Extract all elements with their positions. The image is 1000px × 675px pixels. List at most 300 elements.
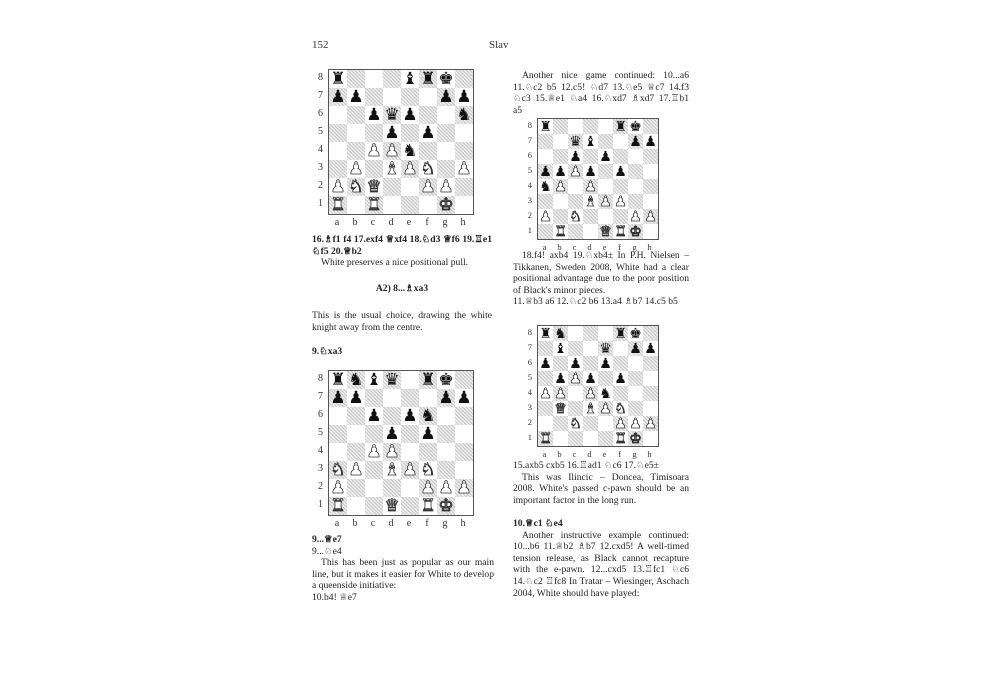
board-square-e8 xyxy=(401,70,419,88)
board-square-f5 xyxy=(613,371,628,386)
black-queen-icon: ♛ xyxy=(384,369,400,390)
rank-label: 3 xyxy=(527,194,532,205)
board-square-d1 xyxy=(583,224,598,239)
black-queen-icon: ♛ xyxy=(599,340,612,357)
board-square-e3 xyxy=(401,461,419,479)
board-square-a6 xyxy=(329,407,347,425)
board-square-g8 xyxy=(437,371,455,389)
board-square-d3 xyxy=(583,194,598,209)
board-square-f2 xyxy=(613,416,628,431)
board-square-c4 xyxy=(365,443,383,461)
board-square-f3 xyxy=(419,160,437,178)
right-column-block-1 xyxy=(513,250,689,308)
board-square-a1 xyxy=(329,497,347,515)
board-square-e5 xyxy=(598,164,613,179)
board-square-f3 xyxy=(613,194,628,209)
rank-label: 2 xyxy=(527,416,532,427)
black-knight-icon: ♞ xyxy=(599,385,612,402)
board-square-e3 xyxy=(598,401,613,416)
board-square-h7 xyxy=(643,134,658,149)
board-square-g1 xyxy=(628,224,643,239)
board-square-e4 xyxy=(401,142,419,160)
board-square-b2 xyxy=(553,209,568,224)
board-square-h2 xyxy=(643,209,658,224)
rank-label: 8 xyxy=(318,373,323,384)
white-pawn-icon: ♟ xyxy=(629,415,642,432)
file-label: d xyxy=(587,449,592,459)
board-square-d6 xyxy=(583,149,598,164)
board-square-c6 xyxy=(365,407,383,425)
black-rook-icon: ♜ xyxy=(330,68,346,89)
file-label: d xyxy=(587,242,592,252)
white-pawn-icon: ♟ xyxy=(384,140,400,161)
board-square-g1 xyxy=(628,431,643,446)
board-square-h4 xyxy=(643,179,658,194)
board-square-e2 xyxy=(598,416,613,431)
white-pawn-icon: ♟ xyxy=(599,400,612,417)
commentary: This has been just as popular as our main line, but it makes it easier for White to develop a queenside initiative: xyxy=(312,557,494,592)
board-square-a1 xyxy=(538,431,553,446)
board-square-b6 xyxy=(553,149,568,164)
rank-label: 8 xyxy=(527,119,532,130)
rank-label: 4 xyxy=(527,386,532,397)
board-square-d6 xyxy=(383,106,401,124)
rank-label: 3 xyxy=(527,401,532,412)
board-square-f8 xyxy=(419,371,437,389)
black-pawn-icon: ♟ xyxy=(599,355,612,372)
board-square-e5 xyxy=(401,425,419,443)
white-knight-icon: ♞ xyxy=(420,158,436,179)
black-pawn-icon: ♟ xyxy=(644,133,657,150)
rank-label: 7 xyxy=(318,391,323,402)
board-square-a6 xyxy=(538,149,553,164)
board-square-c5 xyxy=(365,124,383,142)
white-pawn-icon: ♟ xyxy=(366,140,382,161)
board-square-g3 xyxy=(628,401,643,416)
board-square-f4 xyxy=(419,443,437,461)
board-square-f1 xyxy=(613,431,628,446)
board-square-d8 xyxy=(383,70,401,88)
board-square-h8 xyxy=(455,70,473,88)
board-square-a4 xyxy=(538,386,553,401)
rank-label: 5 xyxy=(527,164,532,175)
file-label: e xyxy=(602,449,607,459)
board-square-g2 xyxy=(437,479,455,497)
board-square-a7 xyxy=(329,389,347,407)
board-square-g7 xyxy=(628,134,643,149)
board-square-g7 xyxy=(437,389,455,407)
white-pawn-icon: ♟ xyxy=(420,176,436,197)
page-number: 152 xyxy=(312,39,329,51)
board-square-g5 xyxy=(628,371,643,386)
board-square-f8 xyxy=(419,70,437,88)
board-square-f4 xyxy=(613,386,628,401)
board-square-d4 xyxy=(383,142,401,160)
board-square-g5 xyxy=(437,425,455,443)
black-queen-icon: ♛ xyxy=(384,104,400,125)
black-knight-icon: ♞ xyxy=(554,325,567,342)
board-square-b8 xyxy=(553,119,568,134)
board-square-g4 xyxy=(628,386,643,401)
main-move-block xyxy=(312,346,492,358)
variation-move: 9...♘e4 xyxy=(312,545,342,557)
board-square-d4 xyxy=(583,179,598,194)
board-square-e7 xyxy=(401,389,419,407)
board-square-c8 xyxy=(365,70,383,88)
board-square-e1 xyxy=(401,497,419,515)
left-column-block-2 xyxy=(312,534,494,604)
board-square-g2 xyxy=(437,178,455,196)
white-pawn-icon: ♟ xyxy=(348,158,364,179)
board-square-b1 xyxy=(553,431,568,446)
board-square-g3 xyxy=(437,461,455,479)
rank-label: 7 xyxy=(318,90,323,101)
board-square-c3 xyxy=(365,461,383,479)
board-square-c5 xyxy=(365,425,383,443)
board-square-h5 xyxy=(455,124,473,142)
white-bishop-icon: ♝ xyxy=(384,158,400,179)
commentary: Another nice game continued: 10...a6 11.♘c2 b5 12.c5! ♘d7 13.♘e5 ♕c7 14.f3 ♘c3 15.♕e1 ♘a4 16.♘xd7 ♗xd7 17.♖b1 a5 xyxy=(513,70,689,116)
board-square-a2 xyxy=(329,479,347,497)
board-square-g8 xyxy=(437,70,455,88)
board-square-a6 xyxy=(329,106,347,124)
board-square-d2 xyxy=(383,178,401,196)
black-pawn-icon: ♟ xyxy=(330,387,346,408)
board-square-g8 xyxy=(628,119,643,134)
board-square-f7 xyxy=(419,88,437,106)
black-bishop-icon: ♝ xyxy=(402,68,418,89)
board-square-h8 xyxy=(643,326,658,341)
file-label: f xyxy=(618,242,621,252)
rank-label: 3 xyxy=(318,162,323,173)
chess-board xyxy=(328,370,474,516)
board-square-h6 xyxy=(455,407,473,425)
main-move: 9.♘xa3 xyxy=(312,346,343,357)
board-square-f3 xyxy=(613,401,628,416)
rank-label: 2 xyxy=(527,209,532,220)
white-knight-icon: ♞ xyxy=(420,459,436,480)
board-square-c6 xyxy=(568,149,583,164)
board-square-b7 xyxy=(553,134,568,149)
board-square-d2 xyxy=(383,479,401,497)
board-square-c8 xyxy=(568,119,583,134)
rank-label: 1 xyxy=(318,198,323,209)
board-square-c7 xyxy=(365,88,383,106)
black-pawn-icon: ♟ xyxy=(584,370,597,387)
board-square-g5 xyxy=(437,124,455,142)
black-pawn-icon: ♟ xyxy=(348,86,364,107)
white-bishop-icon: ♝ xyxy=(384,459,400,480)
black-knight-icon: ♞ xyxy=(456,104,472,125)
board-square-d7 xyxy=(383,88,401,106)
section-heading-block xyxy=(312,283,492,295)
commentary: White preserves a nice positional pull. xyxy=(321,257,469,269)
white-bishop-icon: ♝ xyxy=(584,400,597,417)
board-square-e7 xyxy=(401,88,419,106)
file-label: d xyxy=(388,518,394,529)
board-square-d7 xyxy=(583,134,598,149)
white-pawn-icon: ♟ xyxy=(614,415,627,432)
board-square-f5 xyxy=(419,124,437,142)
board-square-f6 xyxy=(419,106,437,124)
board-square-e3 xyxy=(401,160,419,178)
board-square-c3 xyxy=(568,401,583,416)
board-square-d1 xyxy=(383,497,401,515)
black-pawn-icon: ♟ xyxy=(402,104,418,125)
board-square-h1 xyxy=(643,431,658,446)
black-pawn-icon: ♟ xyxy=(402,405,418,426)
file-label: a xyxy=(334,217,340,228)
black-pawn-icon: ♟ xyxy=(384,423,400,444)
white-pawn-icon: ♟ xyxy=(584,385,597,402)
board-square-a5 xyxy=(538,164,553,179)
board-square-g2 xyxy=(628,209,643,224)
board-square-d3 xyxy=(583,401,598,416)
board-square-a1 xyxy=(329,196,347,214)
board-square-d3 xyxy=(383,160,401,178)
board-square-d8 xyxy=(583,326,598,341)
black-pawn-icon: ♟ xyxy=(584,163,597,180)
board-square-d5 xyxy=(583,164,598,179)
black-pawn-icon: ♟ xyxy=(569,148,582,165)
main-move: 10.♕c1 ♘e4 xyxy=(513,518,563,529)
board-square-a7 xyxy=(538,341,553,356)
board-square-a8 xyxy=(538,326,553,341)
board-square-c6 xyxy=(568,356,583,371)
board-square-a1 xyxy=(538,224,553,239)
board-square-g6 xyxy=(437,407,455,425)
board-square-e7 xyxy=(598,341,613,356)
white-pawn-icon: ♟ xyxy=(384,441,400,462)
board-square-d6 xyxy=(383,407,401,425)
black-knight-icon: ♞ xyxy=(420,405,436,426)
white-knight-icon: ♞ xyxy=(348,176,364,197)
board-square-e6 xyxy=(401,106,419,124)
board-square-h6 xyxy=(643,356,658,371)
black-rook-icon: ♜ xyxy=(330,369,346,390)
board-square-e8 xyxy=(598,119,613,134)
black-pawn-icon: ♟ xyxy=(420,122,436,143)
file-label: g xyxy=(632,242,637,252)
white-pawn-icon: ♟ xyxy=(629,208,642,225)
board-square-a3 xyxy=(329,461,347,479)
game-moves: 15.axb5 cxb5 16.♖ad1 ♘c6 17.♘e5± xyxy=(513,460,659,471)
board-square-c1 xyxy=(365,196,383,214)
black-pawn-icon: ♟ xyxy=(554,163,567,180)
white-pawn-icon: ♟ xyxy=(402,459,418,480)
board-square-f8 xyxy=(613,119,628,134)
board-square-f2 xyxy=(613,209,628,224)
rank-label: 2 xyxy=(318,180,323,191)
white-king-icon: ♚ xyxy=(438,194,454,215)
board-square-e8 xyxy=(598,326,613,341)
board-square-a3 xyxy=(329,160,347,178)
board-square-c8 xyxy=(568,326,583,341)
board-square-e1 xyxy=(401,196,419,214)
white-pawn-icon: ♟ xyxy=(330,477,346,498)
board-square-e7 xyxy=(598,134,613,149)
file-label: g xyxy=(442,217,448,228)
white-pawn-icon: ♟ xyxy=(644,415,657,432)
board-square-c1 xyxy=(568,431,583,446)
rank-label: 4 xyxy=(318,144,323,155)
black-pawn-icon: ♟ xyxy=(456,86,472,107)
black-pawn-icon: ♟ xyxy=(366,405,382,426)
white-rook-icon: ♜ xyxy=(330,194,346,215)
black-pawn-icon: ♟ xyxy=(366,104,382,125)
board-square-e4 xyxy=(598,179,613,194)
board-square-a4 xyxy=(538,179,553,194)
board-square-h5 xyxy=(455,425,473,443)
board-square-g6 xyxy=(628,356,643,371)
right-column-block-3 xyxy=(513,518,689,599)
file-label: f xyxy=(618,449,621,459)
board-square-e6 xyxy=(401,407,419,425)
white-queen-icon: ♛ xyxy=(599,223,612,240)
board-square-f8 xyxy=(613,326,628,341)
board-square-a4 xyxy=(329,142,347,160)
file-label: d xyxy=(388,217,394,228)
white-rook-icon: ♜ xyxy=(420,495,436,516)
white-king-icon: ♚ xyxy=(629,223,642,240)
board-square-h4 xyxy=(643,386,658,401)
rank-label: 4 xyxy=(527,179,532,190)
board-square-h6 xyxy=(643,149,658,164)
rank-label: 3 xyxy=(318,463,323,474)
board-square-f4 xyxy=(613,179,628,194)
board-square-h5 xyxy=(643,164,658,179)
file-label: h xyxy=(647,449,652,459)
board-square-c4 xyxy=(568,386,583,401)
white-pawn-icon: ♟ xyxy=(456,477,472,498)
section-text: This is the usual choice, drawing the white knight away from the centre. xyxy=(312,310,492,333)
board-square-b4 xyxy=(347,443,365,461)
board-square-h7 xyxy=(455,88,473,106)
board-square-g1 xyxy=(437,196,455,214)
file-label: g xyxy=(442,518,448,529)
black-pawn-icon: ♟ xyxy=(569,355,582,372)
file-label: h xyxy=(460,518,466,529)
white-pawn-icon: ♟ xyxy=(366,441,382,462)
file-label: h xyxy=(647,242,652,252)
white-pawn-icon: ♟ xyxy=(554,385,567,402)
board-square-e1 xyxy=(598,431,613,446)
right-column-block-2 xyxy=(513,460,689,506)
black-knight-icon: ♞ xyxy=(402,140,418,161)
file-label: c xyxy=(572,242,577,252)
board-square-a7 xyxy=(538,134,553,149)
white-pawn-icon: ♟ xyxy=(438,176,454,197)
board-square-e5 xyxy=(401,124,419,142)
white-knight-icon: ♞ xyxy=(614,400,627,417)
board-square-g3 xyxy=(437,160,455,178)
board-square-e2 xyxy=(401,479,419,497)
board-square-h3 xyxy=(643,194,658,209)
board-square-e8 xyxy=(401,371,419,389)
board-square-d8 xyxy=(383,371,401,389)
board-square-f5 xyxy=(419,425,437,443)
board-square-b4 xyxy=(553,179,568,194)
file-label: b xyxy=(557,449,562,459)
board-square-h2 xyxy=(643,416,658,431)
board-square-f1 xyxy=(613,224,628,239)
board-square-f4 xyxy=(419,142,437,160)
board-square-a5 xyxy=(329,425,347,443)
board-square-b1 xyxy=(347,196,365,214)
board-square-a2 xyxy=(329,178,347,196)
running-title: Slav xyxy=(489,39,509,51)
rank-label: 6 xyxy=(527,149,532,160)
board-square-f7 xyxy=(419,389,437,407)
board-square-b5 xyxy=(347,425,365,443)
board-square-d7 xyxy=(583,341,598,356)
black-rook-icon: ♜ xyxy=(539,118,552,135)
white-pawn-icon: ♟ xyxy=(539,385,552,402)
black-rook-icon: ♜ xyxy=(539,325,552,342)
board-square-a3 xyxy=(538,194,553,209)
board-square-a4 xyxy=(329,443,347,461)
board-square-f1 xyxy=(419,196,437,214)
board-square-h3 xyxy=(455,160,473,178)
game-moves: 10.b4! ♕e7 xyxy=(312,591,357,603)
board-square-h8 xyxy=(455,371,473,389)
black-pawn-icon: ♟ xyxy=(554,370,567,387)
board-square-c3 xyxy=(365,160,383,178)
board-square-d8 xyxy=(583,119,598,134)
board-square-c4 xyxy=(365,142,383,160)
rank-label: 6 xyxy=(527,356,532,367)
black-bishop-icon: ♝ xyxy=(584,133,597,150)
black-pawn-icon: ♟ xyxy=(330,86,346,107)
rank-label: 5 xyxy=(318,427,323,438)
board-square-f3 xyxy=(419,461,437,479)
board-square-e2 xyxy=(401,178,419,196)
board-square-e4 xyxy=(401,443,419,461)
board-square-h3 xyxy=(643,401,658,416)
board-square-g5 xyxy=(628,164,643,179)
board-square-e5 xyxy=(598,371,613,386)
board-square-b6 xyxy=(347,106,365,124)
white-knight-icon: ♞ xyxy=(569,208,582,225)
black-queen-icon: ♛ xyxy=(569,133,582,150)
black-bishop-icon: ♝ xyxy=(554,340,567,357)
section-heading: A2) 8...♗xa3 xyxy=(375,283,429,294)
board-square-d1 xyxy=(383,196,401,214)
board-square-h2 xyxy=(455,178,473,196)
black-bishop-icon: ♝ xyxy=(366,369,382,390)
black-pawn-icon: ♟ xyxy=(539,355,552,372)
black-pawn-icon: ♟ xyxy=(629,340,642,357)
board-square-b8 xyxy=(347,70,365,88)
black-rook-icon: ♜ xyxy=(614,118,627,135)
board-square-b3 xyxy=(347,160,365,178)
board-square-f7 xyxy=(613,341,628,356)
board-square-a6 xyxy=(538,356,553,371)
white-rook-icon: ♜ xyxy=(554,223,567,240)
board-square-c2 xyxy=(365,479,383,497)
rank-label: 6 xyxy=(318,108,323,119)
white-pawn-icon: ♟ xyxy=(569,163,582,180)
rank-label: 7 xyxy=(527,341,532,352)
board-square-b8 xyxy=(553,326,568,341)
black-king-icon: ♚ xyxy=(629,118,642,135)
black-rook-icon: ♜ xyxy=(420,68,436,89)
board-square-a2 xyxy=(538,416,553,431)
rank-label: 1 xyxy=(318,499,323,510)
white-pawn-icon: ♟ xyxy=(569,370,582,387)
board-square-f1 xyxy=(419,497,437,515)
white-rook-icon: ♜ xyxy=(366,194,382,215)
